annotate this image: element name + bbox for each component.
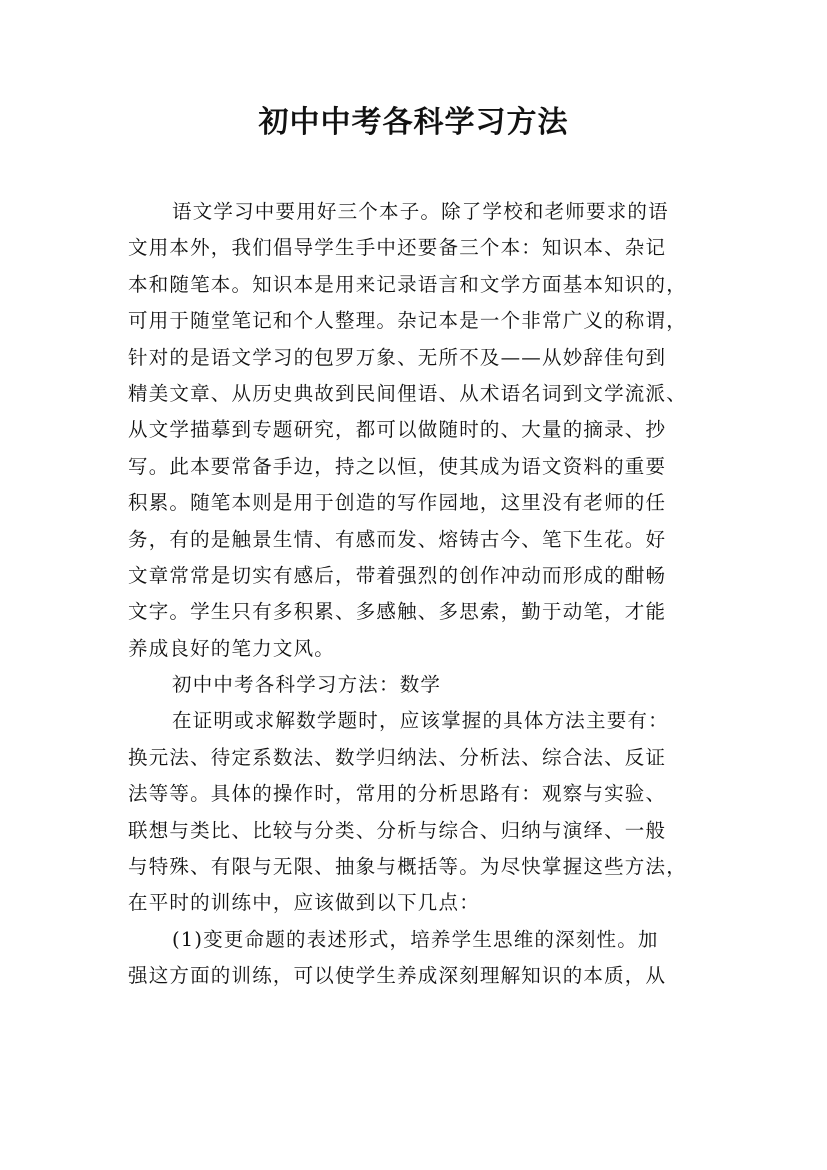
paragraph-chinese <box>128 194 703 667</box>
text-line: 可用于随堂笔记和个人整理。杂记本是一个非常广义的称谓， <box>128 309 687 333</box>
section-heading-math <box>128 667 703 703</box>
text-line: 换元法、待定系数法、数学归纳法、分析法、综合法、反证 <box>128 745 667 769</box>
text-line: 强这方面的训练，可以使学生养成深刻理解知识的本质，从 <box>128 964 667 988</box>
document-body <box>128 194 703 995</box>
text-line: 文章常常是切实有感后，带着强烈的创作冲动而形成的酣畅 <box>128 563 667 587</box>
text-line: 语文学习中要用好三个本子。除了学校和老师要求的语 <box>172 200 669 223</box>
text-line: 法等等。具体的操作时，常用的分析思路有：观察与实验、 <box>128 782 667 806</box>
text-line: 养成良好的笔力文风。 <box>128 636 336 660</box>
text-line: 针对的是语文学习的包罗万象、无所不及——从妙辞佳句到 <box>128 345 667 369</box>
text-line: 从文学描摹到专题研究，都可以做随时的、大量的摘录、抄 <box>128 418 667 442</box>
text-line: 本和随笔本。知识本是用来记录语言和文学方面基本知识的， <box>128 272 687 296</box>
document-title: 初中中考各科学习方法 <box>258 105 569 140</box>
text-line: 写。此本要常备手边，持之以恒，使其成为语文资料的重要 <box>128 454 667 478</box>
paragraph-math <box>128 703 703 921</box>
text-line: 联想与类比、比较与分类、分析与综合、归纳与演绎、一般 <box>128 818 667 842</box>
paragraph-point-1 <box>128 922 703 995</box>
text-line: 文用本外，我们倡导学生手中还要备三个本：知识本、杂记 <box>128 236 667 260</box>
text-line: (1)变更命题的表述形式，培养学生思维的深刻性。加 <box>172 927 659 951</box>
text-line: 文字。学生只有多积累、多感触、多思索，勤于动笔，才能 <box>128 600 667 624</box>
text-line: 与特殊、有限与无限、抽象与概括等。为尽快掌握这些方法， <box>128 855 687 879</box>
text-line: 在平时的训练中，应该做到以下几点： <box>128 891 480 915</box>
text-line: 务，有的是触景生情、有感而发、熔铸古今、笔下生花。好 <box>128 527 667 551</box>
text-line: 积累。随笔本则是用于创造的写作园地，这里没有老师的任 <box>128 491 667 515</box>
text-line: 精美文章、从历史典故到民间俚语、从术语名词到文学流派、 <box>128 381 687 405</box>
text-line: 在证明或求解数学题时，应该掌握的具体方法主要有： <box>172 709 669 733</box>
section-heading: 初中中考各科学习方法：数学 <box>172 673 442 697</box>
